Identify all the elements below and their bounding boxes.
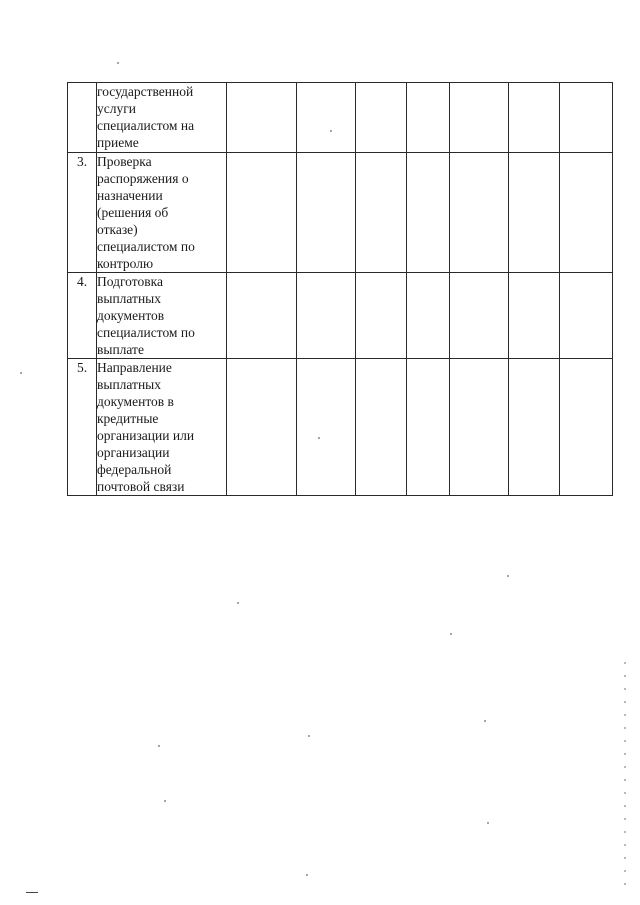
empty-cell <box>297 359 356 496</box>
scan-speck <box>487 822 489 824</box>
empty-cell <box>227 83 297 153</box>
stage-description: Проверка распоряжения о назначении (решения об отказе) специалистом по контролю <box>97 153 227 273</box>
empty-cell <box>560 273 613 359</box>
empty-cell <box>560 359 613 496</box>
stage-description: Направление выплатных документов в кредитные организации или организации федеральной почтовой связи <box>97 359 227 496</box>
scan-speck <box>164 800 166 802</box>
process-stages-table <box>67 82 613 496</box>
scan-speck <box>450 633 452 635</box>
scan-speck <box>330 130 332 132</box>
row-number <box>68 83 97 153</box>
empty-cell <box>356 273 407 359</box>
empty-cell <box>450 153 509 273</box>
stage-description: государственной услуги специалистом на приеме <box>97 83 227 153</box>
stage-description: Подготовка выплатных документов специалистом по выплате <box>97 273 227 359</box>
scan-speck <box>237 602 239 604</box>
empty-cell <box>407 359 450 496</box>
empty-cell <box>450 359 509 496</box>
empty-cell <box>407 153 450 273</box>
empty-cell <box>509 153 560 273</box>
scan-speck <box>306 874 308 876</box>
scan-speck <box>117 62 119 64</box>
empty-cell <box>227 153 297 273</box>
table-row <box>68 359 613 496</box>
table-row <box>68 83 613 153</box>
empty-cell <box>356 83 407 153</box>
scan-speck <box>507 575 509 577</box>
row-number: 3. <box>68 153 97 273</box>
row-number: 4. <box>68 273 97 359</box>
empty-cell <box>450 83 509 153</box>
scan-speck <box>308 735 310 737</box>
empty-cell <box>227 359 297 496</box>
scan-speck <box>20 372 22 374</box>
empty-cell <box>407 273 450 359</box>
scan-speck <box>158 745 160 747</box>
empty-cell <box>356 359 407 496</box>
empty-cell <box>560 153 613 273</box>
empty-cell <box>407 83 450 153</box>
row-number: 5. <box>68 359 97 496</box>
empty-cell <box>509 83 560 153</box>
scan-corner-mark <box>26 892 38 893</box>
scan-edge-marks <box>624 662 626 887</box>
empty-cell <box>297 83 356 153</box>
empty-cell <box>450 273 509 359</box>
table-row <box>68 153 613 273</box>
empty-cell <box>560 83 613 153</box>
scan-speck <box>484 720 486 722</box>
empty-cell <box>227 273 297 359</box>
empty-cell <box>356 153 407 273</box>
empty-cell <box>509 359 560 496</box>
scan-speck <box>318 437 320 439</box>
empty-cell <box>297 153 356 273</box>
empty-cell <box>297 273 356 359</box>
empty-cell <box>509 273 560 359</box>
table-row <box>68 273 613 359</box>
